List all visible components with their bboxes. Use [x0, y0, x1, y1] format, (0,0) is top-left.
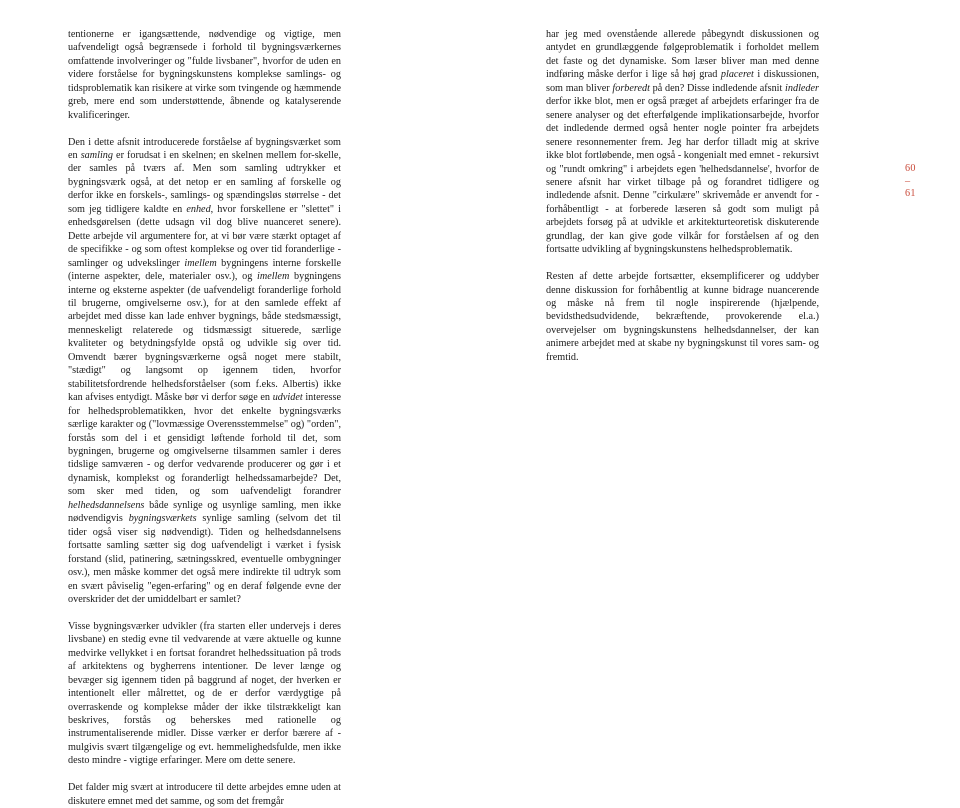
paragraph: Resten af dette arbejde fortsætter, eksemplificerer og uddyber denne diskussion for forhåbentlig at kunne bidrage nuancerende og måske nå frem til nogle inspirerende (hjælpende, bevidsthedsudvidende, bekræftende, provokerende el.a.) overvejelser om bygningskunstens helhedsdannelser, der kan animere arbejdet med at skabe ny bygningskunst til vores sam- og fremtid. — [546, 271, 819, 363]
page-number-separator: – — [905, 175, 911, 187]
paragraph: tentionerne er igangsættende, nødvendige og vigtige, men uafvendeligt også begrænsede i forhold til bygningsværkernes omfattende involveringer og "fulde livsbaner", hvorfor de uden en videre forståelse for bygningskunstens komplekse samlings- og tidsproblematik kan risikere at virke som tvingende og hæmmende greb, mere end som understøttende, åbnende og katalyserende kvalificeringer. — [68, 29, 341, 121]
paragraph: Den i dette afsnit introducerede forståelse af bygningsværket som en samling er forudsat i en skelnen; en skelnen mellem for-skelle, der samles på tværs af. Men som samling udtrykker et bygningsværk også, at det netop er en samling af forskelle og derfor ikke en forskels-, samlings- og spændingsløs størrelse - det som jeg tidligere kaldte en enhed, hvor forskellene er "slettet" i enhedsgørelsen (dette udsagn vil dog blive nuanceret senere). Dette arbejde vil argumentere for, at vi bør være stærkt optaget af de specifikke - og som oftest komplekse og over tid foranderlige - samlinger og udvekslinger imellem bygningens interne forskelle (interne aspekter, dele, materialer osv.), og imellem bygningens interne og eksterne aspekter (de uafvendeligt foranderlige forhold til brugerne, omgivelserne osv.), for at den samlede effekt af arbejdet med disse kan lade enhver bygnings, både stedsmæssigt, menneskeligt relaterede og tidsmæssigt situerede, særlige kvaliteter og betydningsfylde opstå og udvikle sig over tid. Omvendt bærer bygningsværkerne også noget mere stabilt, "stædigt" og langsomt op igennem tiden, hvorfor stabilitetsfordrende helhedsforståelser (som f.eks. Albertis) ikke kan afvises entydigt. Måske bør vi derfor søge en udvidet interesse for helhedsproblematikken, hvor det enkelte bygningsværks særlige karakter og ("lovmæssige Overensstemmelse" og) "orden", forstås som del i et gensidigt løftende forhold til det, som bygningen, brugerne og omgivelserne tilsammen samler i deres tidslige samværen - og derfor vedvarende producerer og gør i et dynamisk, komplekst og foranderligt helhedssamarbejde? Det, som sker med tiden, og som uafvendeligt forandrer helhedsdannelsens både synlige og usynlige samling, men ikke nødvendigvis bygningsværkets synlige samling (selvom det til tider også viser sig nødvendigt). Tiden og helhedsdannelsens fortsatte samling sætter sig dog uafvendeligt i værket i fysisk forstand (slid, patinering, sætningsskred, eventuelle ombygninger osv.), men måske kommer det også mere indirekte til udtryk som en svært påviselig "egen-erfaring" og en deraf følgende evne der overskrider det der umiddelbart er samlet? — [68, 136, 342, 605]
paragraph: Visse bygningsværker udvikler (fra starten eller undervejs i deres livsbane) en stedig evne til vedvarende at være aktuelle og kunne medvirke vellykket i en fortsat forandret helhedssituation på trods af arkitektens og bygherrens intentioner. De lever længe og bevæger sig igennem tiden på baggrund af noget, der hverken er intentionelt eller målrettet, og de er derfor værdygtige på overraskende og komplekse måder der ikke tilstrækkeligt kan beskrives, forstås og beherskes med rationelle og instrumentaliserende midler. Disse værker er derfor bærere af - mulgivis svært tilgængelige og evt. hemmelighedsfulde, men ikke desto mindre - vigtige erfaringer. Mere om dette senere. — [68, 620, 341, 767]
text-column-right — [546, 28, 819, 364]
page-number-first: 60 — [905, 163, 916, 174]
text-column-left — [68, 28, 341, 808]
page-number — [905, 163, 945, 201]
paragraph: Det falder mig svært at introducere til dette arbejdes emne uden at diskutere emnet med det samme, og som det fremgår — [68, 782, 341, 807]
paragraph: har jeg med ovenstående allerede påbegyndt diskussionen og antydet en grundlæggende følgeproblematik i forholdet mellem det faste og det dynamiske. Som læser bliver man med denne indføring måske derfor i lige så høj grad placeret i diskussionen, som man bliver forberedt på den? Disse indledende afsnit indleder derfor ikke blot, men er også præget af arbejdets erfaringer fra de senere analyser og det efterfølgende implikationsarbejde, hvorfor det indledende dermed også henter nogle pointer fra arbejdets senere resonnementer frem. Jeg har derfor tilladt mig at skrive ikke blot fortløbende, men også - kongenialt med emnet - rekursivt og "rundt omkring" i arbejdets egen 'helhedsdannelse', hvorfor de senere afsnit har virket tilbage på og forandret tidligere og indledende afsnit. Denne "cirkulære" skrivemåde er anvendt for - forhåbentligt - at forberede læseren så godt som muligt på arbejdets forsøg på at udvikle et arkitekturteoretisk diskuterende grundlag, der kan give gode vilkår for forståelsen af og den fortsatte udvikling af bygningskunstens helhedsproblematik. — [546, 29, 820, 256]
page-number-second: 61 — [905, 188, 916, 200]
